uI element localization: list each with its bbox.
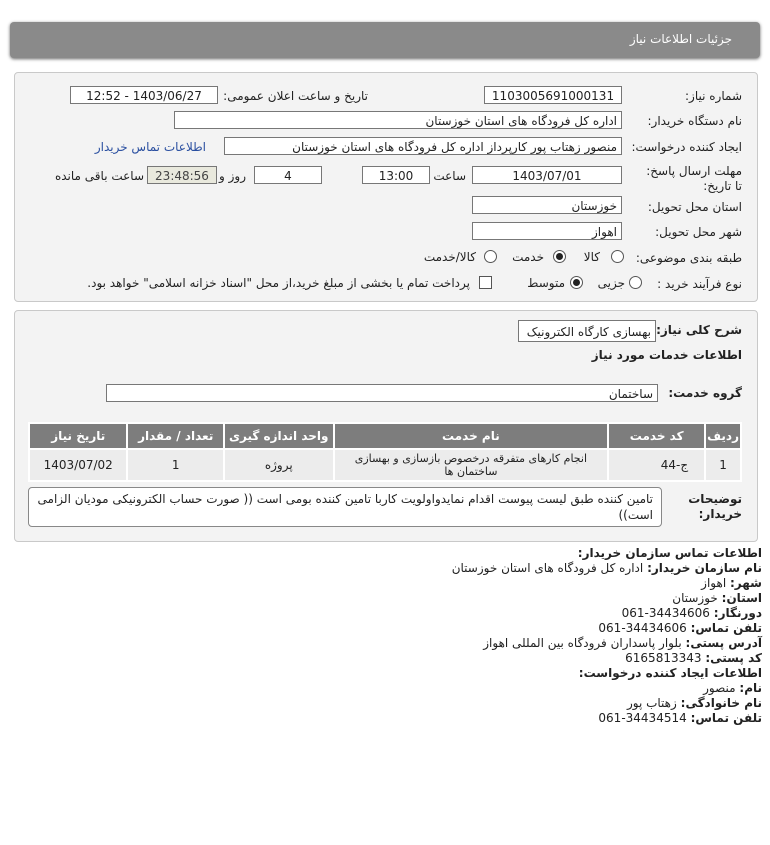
col-unit: واحد اندازه گیری — [224, 423, 334, 449]
creator-family: نام خانوادگی: زهتاب پور — [626, 696, 762, 710]
days-remaining-field[interactable]: 4 — [254, 166, 322, 184]
process-minor-label: جزیی — [597, 276, 625, 290]
remaining-time-label: ساعت باقی مانده — [54, 169, 144, 183]
contact-heading: اطلاعات تماس سازمان خریدار: — [577, 546, 762, 560]
deadline-time-field[interactable]: 13:00 — [362, 166, 430, 184]
announce-datetime-label: تاریخ و ساعت اعلان عمومی: — [223, 89, 368, 103]
services-table-header — [29, 423, 741, 449]
remaining-time-field: 23:48:56 — [147, 166, 217, 184]
process-medium-label: متوسط — [527, 276, 565, 290]
deadline-date-field[interactable]: 1403/07/01 — [472, 166, 622, 184]
col-service-name: نام خدمت — [334, 423, 609, 449]
creator-heading: اطلاعات ایجاد کننده درخواست: — [578, 666, 762, 680]
contact-org: نام سازمان خریدار: اداره کل فرودگاه های استان خوزستان — [451, 561, 762, 575]
city-field[interactable]: اهواز — [472, 222, 622, 240]
service-group-label: گروه خدمت: — [668, 386, 742, 400]
buyer-notes-label: توضیحات خریدار: — [688, 492, 742, 521]
cell-unit: پروژه — [224, 449, 334, 481]
category-service-label: خدمت — [512, 250, 544, 264]
announce-datetime-field[interactable]: 1403/06/27 - 12:52 — [70, 86, 218, 104]
category-goods-label: کالا — [583, 250, 600, 264]
need-number-label: شماره نیاز: — [685, 89, 742, 103]
col-service-code: کد خدمت — [608, 423, 705, 449]
creator-label: ایجاد کننده درخواست: — [631, 140, 742, 154]
buyer-notes-box — [28, 487, 662, 527]
deadline-time-label: ساعت — [433, 169, 466, 183]
buyer-org-label: نام دستگاه خریدار: — [647, 114, 742, 128]
province-field[interactable]: خوزستان — [472, 196, 622, 214]
province-label: استان محل تحویل: — [647, 200, 742, 214]
process-type-label: نوع فرآیند خرید : — [657, 277, 742, 291]
col-row: ردیف — [705, 423, 741, 449]
creator-field[interactable]: منصور زهتاب پور کارپرداز اداره کل فرودگاه های استان خوزستان — [224, 137, 622, 155]
cell-quantity: 1 — [127, 449, 223, 481]
deadline-label: مهلت ارسال پاسخ: تا تاریخ: — [646, 164, 742, 193]
contact-address: آدرس پستی: بلوار پاسداران فرودگاه بین المللی اهواز — [483, 636, 762, 650]
services-table — [28, 422, 742, 482]
process-medium-radio[interactable] — [570, 276, 583, 289]
treasury-payment-checkbox[interactable] — [479, 276, 492, 289]
category-service-radio[interactable] — [553, 250, 566, 263]
summary-label: شرح کلی نیاز: — [656, 323, 742, 337]
cell-row: 1 — [705, 449, 741, 481]
days-label: روز و — [219, 169, 246, 183]
city-label: شهر محل تحویل: — [655, 225, 742, 239]
buyer-org-field[interactable]: اداره کل فرودگاه های استان خوزستان — [174, 111, 622, 129]
category-label: طبقه بندی موضوعی: — [635, 251, 742, 265]
treasury-payment-note: پرداخت تمام یا بخشی از مبلغ خرید،از محل "اسناد خزانه اسلامی" خواهد بود. — [87, 276, 470, 290]
col-quantity: تعداد / مقدار — [127, 423, 223, 449]
cell-service-code: ج-44 — [608, 449, 705, 481]
contact-phone: تلفن تماس: 34434606-061 — [598, 621, 762, 635]
cell-service-name: انجام کارهای متفرقه درخصوص بازسازی و بهسازی ساختمان ها — [334, 449, 609, 481]
contact-city: شهر: اهواز — [701, 576, 762, 590]
cell-need-date: 1403/07/02 — [29, 449, 127, 481]
table-row — [29, 449, 741, 481]
services-heading: اطلاعات خدمات مورد نیاز — [591, 348, 742, 362]
creator-phone: تلفن تماس: 34434514-061 — [598, 711, 762, 725]
contact-postal: کد پستی: 6165813343 — [625, 651, 762, 665]
contact-province: استان: خوزستان — [672, 591, 762, 605]
col-need-date: تاریخ نیاز — [29, 423, 127, 449]
summary-field[interactable]: بهسازی کارگاه الکترونیک — [518, 320, 656, 342]
category-goods-service-radio[interactable] — [484, 250, 497, 263]
page-header — [10, 22, 760, 58]
category-goods-service-label: کالا/خدمت — [423, 250, 476, 264]
buyer-notes-text: تامین کننده طبق لیست پیوست اقدام نمایدواولویت کاربا تامین کننده بومی است (( صورت حساب الکترونیکی مودیان الزامی است)) — [37, 492, 653, 522]
creator-name: نام: منصور — [703, 681, 762, 695]
process-minor-radio[interactable] — [629, 276, 642, 289]
category-goods-radio[interactable] — [611, 250, 624, 263]
service-group-field[interactable]: ساختمان — [106, 384, 658, 402]
buyer-contact-link[interactable]: اطلاعات تماس خریدار — [94, 140, 206, 154]
page-title: جزئیات اطلاعات نیاز — [629, 32, 732, 46]
contact-fax: دورنگار: 34434606-061 — [621, 606, 762, 620]
need-number-field[interactable]: 1103005691000131 — [484, 86, 622, 104]
